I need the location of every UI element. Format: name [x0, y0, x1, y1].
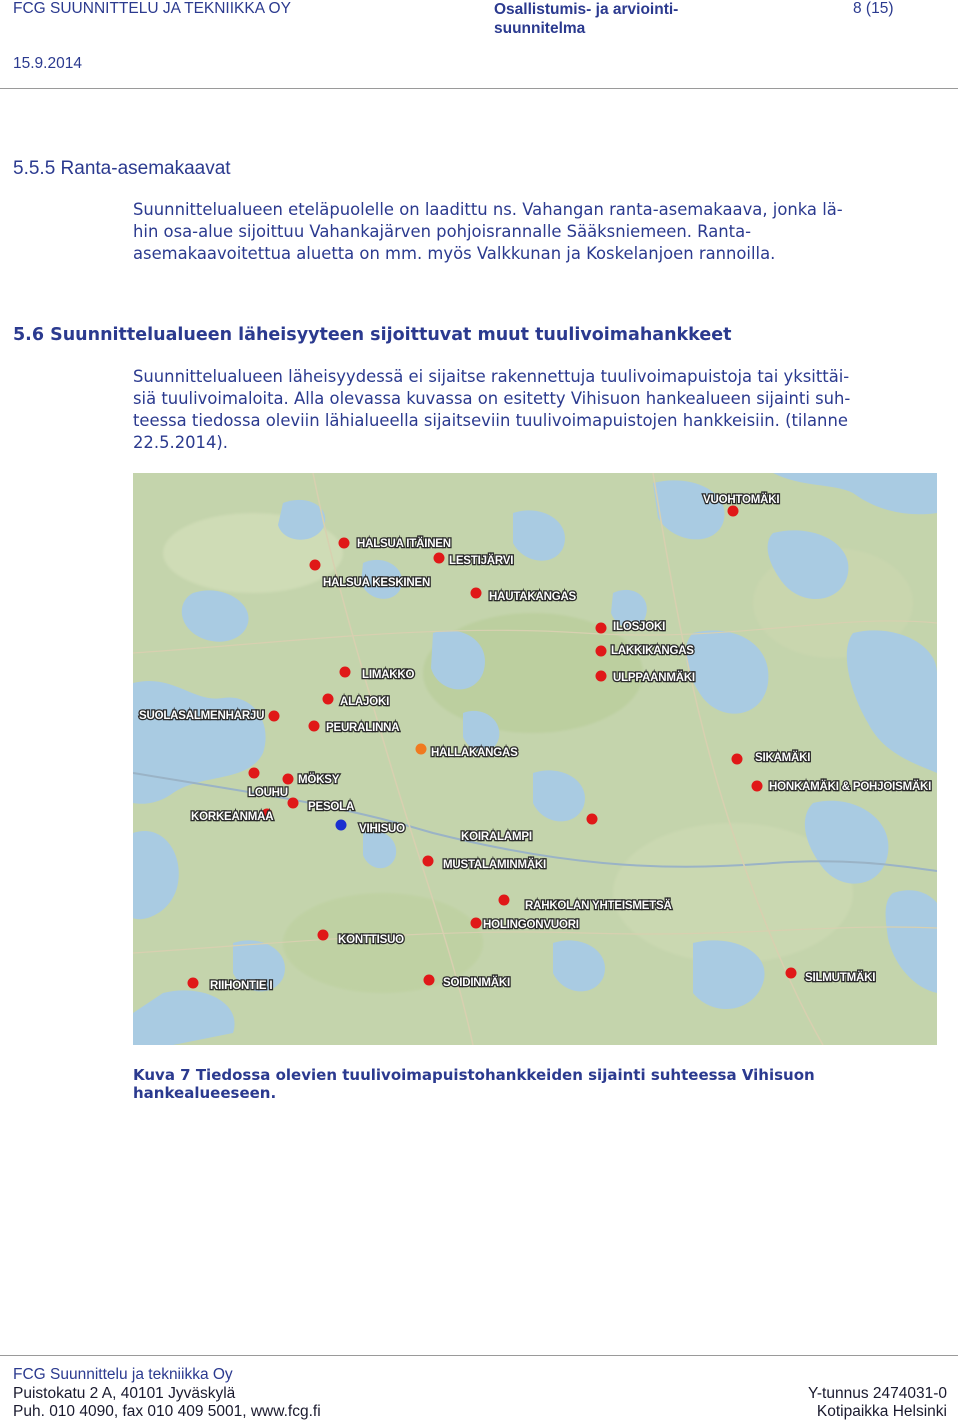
map-label: LOUHU — [248, 787, 288, 799]
marker-vuohtomaki — [728, 506, 739, 517]
paragraph-line: Suunnittelualueen eteläpuolelle on laadittu ns. Vahangan ranta-asemakaava, jonka lä- — [133, 200, 843, 219]
footer-contact: Puh. 010 4090, fax 010 409 5001, www.fcg.fi — [13, 1403, 321, 1420]
header-doc-title — [494, 0, 734, 38]
marker-halsua-keskinen — [310, 560, 321, 571]
marker-moksy — [249, 768, 260, 779]
section-555-paragraph — [133, 199, 943, 265]
marker-alajoki — [323, 694, 334, 705]
map-label: HAUTAKANGAS — [489, 591, 577, 603]
paragraph-line: hin osa-alue sijoittuu Vahankajärven pohjoisrannalle Sääksniemeen. Ranta- — [133, 222, 752, 241]
marker-mustalaminmaki — [423, 856, 434, 867]
marker-holingonvuori — [471, 918, 482, 929]
header-date: 15.9.2014 — [13, 55, 82, 72]
marker-pesola — [288, 798, 299, 809]
paragraph-line: siä tuulivoimaloita. Alla olevassa kuvassa on esitetty Vihisuon hankealueen sijainti suh- — [133, 389, 851, 408]
marker-louhu — [283, 774, 294, 785]
footer-business-id: Y-tunnus 2474031-0 — [807, 1385, 947, 1402]
marker-hautakangas — [471, 588, 482, 599]
marker-vihisuo — [336, 820, 347, 831]
marker-honkamaki — [752, 781, 763, 792]
section-56-paragraph — [133, 366, 948, 454]
map-label: MÖKSY — [298, 774, 340, 786]
marker-konttisuo — [318, 930, 329, 941]
header-page-number: 8 (15) — [853, 0, 894, 17]
footer-company: FCG Suunnittelu ja tekniikka Oy — [13, 1366, 233, 1383]
map-label: RIIHONTIE I — [210, 980, 273, 992]
map-label: RAHKOLAN YHTEISMETSÄ — [525, 900, 672, 912]
footer-address: Puistokatu 2 A, 40101 Jyväskylä — [13, 1385, 236, 1402]
marker-koiralampi — [587, 814, 598, 825]
marker-peuralinna — [309, 721, 320, 732]
header-doc-title-line2: suunnitelma — [494, 20, 586, 37]
marker-limakko — [340, 667, 351, 678]
map-label: PEURALINNA — [326, 722, 400, 734]
map-label: HALSUA KESKINEN — [323, 577, 431, 589]
map-label: SIKAMÄKI — [755, 752, 811, 764]
marker-soidinmaki — [424, 975, 435, 986]
map-label: MUSTALAMINMÄKI — [443, 859, 547, 871]
map-label: VUOHTOMÄKI — [703, 494, 780, 506]
header-divider — [0, 88, 958, 89]
map-label: KORKEANMAA — [191, 811, 274, 823]
map-label: HALSUA ITÄINEN — [357, 538, 451, 550]
paragraph-line: 22.5.2014). — [133, 433, 229, 452]
map-label: HALLAKANGAS — [431, 747, 518, 759]
map-label: SILMUTMÄKI — [805, 972, 876, 984]
map-label: KOIRALAMPI — [461, 831, 532, 843]
map-label: HONKAMÄKI & POHJOISMÄKI — [769, 781, 932, 793]
marker-sikamaki — [732, 754, 743, 765]
marker-rahkolan-yhteismetsa — [499, 895, 510, 906]
marker-suolasalmenharju — [269, 711, 280, 722]
marker-halsua-itainen — [339, 538, 350, 549]
marker-riihontie — [188, 978, 199, 989]
section-555-heading: 5.5.5 Ranta-asemakaavat — [13, 158, 231, 179]
marker-ilosjoki — [596, 623, 607, 634]
paragraph-line: asemakaavoitettua aluetta on mm. myös Valkkunan ja Koskelanjoen rannoilla. — [133, 244, 776, 263]
map-label: KONTTISUO — [338, 934, 404, 946]
footer-domicile: Kotipaikka Helsinki — [816, 1403, 947, 1420]
map-label: SOIDINMÄKI — [443, 977, 511, 989]
marker-ulppaanmaki — [596, 671, 607, 682]
header-doc-title-line1: Osallistumis- ja arviointi- — [494, 1, 679, 18]
wind-projects-map — [133, 473, 937, 1045]
map-label: ILOSJOKI — [613, 621, 666, 633]
marker-hallakangas — [416, 744, 427, 755]
figure-caption: Kuva 7 Tiedossa olevien tuulivoimapuistohankkeiden sijainti suhteessa Vihisuon hankealueeseen. — [133, 1066, 815, 1102]
paragraph-line: teessa tiedossa oleviin lähialueella sijaitseviin tuulivoimapuistojen hankkeisiin. (tilanne — [133, 411, 848, 430]
paragraph-line: Suunnittelualueen läheisyydessä ei sijaitse rakennettuja tuulivoimapuistoja tai yksittäi- — [133, 367, 850, 386]
map-label: LIMAKKO — [362, 669, 415, 681]
footer-divider — [0, 1355, 958, 1356]
map-label: PESOLA — [308, 801, 355, 813]
map-label: ULPPAANMÄKI — [613, 672, 695, 684]
map-label: VIHISUO — [359, 823, 405, 835]
marker-silmutmaki — [786, 968, 797, 979]
header-company: FCG SUUNNITTELU JA TEKNIIKKA OY — [13, 0, 291, 17]
map-label: ALAJOKI — [340, 696, 390, 708]
section-56-heading: 5.6 Suunnittelualueen läheisyyteen sijoittuvat muut tuulivoimahankkeet — [13, 325, 732, 345]
map-label: SUOLASALMENHARJU — [139, 710, 265, 722]
map-label: LAKKIKANGAS — [611, 645, 694, 657]
map-label: HOLINGONVUORI — [483, 919, 579, 931]
marker-lakkikangas — [596, 646, 607, 657]
map-canvas — [133, 473, 937, 1045]
map-label: LESTIJÄRVI — [449, 555, 514, 567]
marker-lestijarvi — [434, 553, 445, 564]
